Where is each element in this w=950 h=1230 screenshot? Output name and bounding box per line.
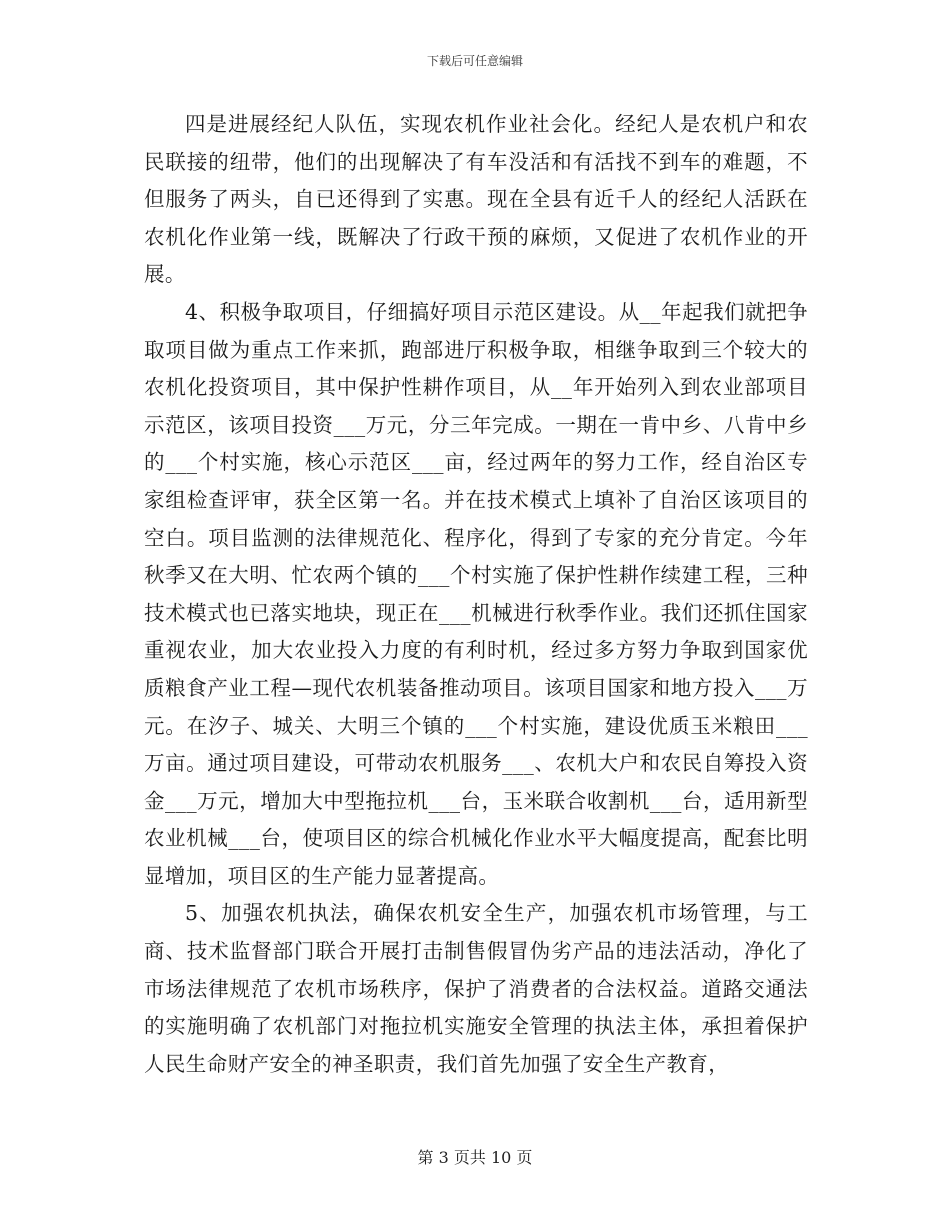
paragraph-broker-team: 四是进展经纪人队伍，实现农机作业社会化。经纪人是农机户和农民联接的纽带，他们的出现解决了有车没活和有活找不到车的难题，不但服务了两头，自已还得到了实惠。现在全县有近千人的经纪人活跃在农机化作业第一线，既解决了行政干预的麻烦，又促进了农机作业的开展。 <box>144 112 808 287</box>
document-body <box>144 106 808 1083</box>
paragraph-law-enforcement: 5、加强农机执法，确保农机安全生产，加强农机市场管理，与工商、技术监督部门联合开展打击制售假冒伪劣产品的违法活动，净化了市场法律规范了农机市场秩序，保护了消费者的合法权益。道路交通法的实施明确了农机部门对拖拉机实施安全管理的执法主体，承担着保护人民生命财产安全的神圣职责，我们首先加强了安全生产教育， <box>144 901 808 1076</box>
paragraph-project-demonstration: 4、积极争取项目，仔细搞好项目示范区建设。从__年起我们就把争取项目做为重点工作来抓，跑部进厅积极争取，相继争取到三个较大的农机化投资项目，其中保护性耕作项目，从__年开始列入到农业部项目示范区，该项目投资___万元，分三年完成。一期在一肯中乡、八肯中乡的___个村实施，核心示范区___亩，经过两年的努力工作，经自治区专家组检查评审，获全区第一名。并在技术模式上填补了自治区该项目的空白。项目监测的法律规范化、程序化，得到了专家的充分肯定。今年秋季又在大明、忙农两个镇的___个村实施了保护性耕作续建工程，三种技术模式也已落实地块，现正在___机械进行秋季作业。我们还抓住国家重视农业，加大农业投入力度的有利时机，经过多方努力争取到国家优质粮食产业工程—现代农机装备推动项目。该项目国家和地方投入___万元。在汐子、城关、大明三个镇的___个村实施，建设优质玉米粮田___万亩。通过项目建设，可带动农机服务___、农机大户和农民自筹投入资金___万元，增加大中型拖拉机___台，玉米联合收割机___台，适用新型农业机械___台，使项目区的综合机械化作业水平大幅度提高，配套比明显增加，项目区的生产能力显著提高。 <box>144 299 808 888</box>
page-header: 下载后可任意编辑 <box>426 54 523 68</box>
page-number: 第 3 页共 10 页 <box>417 1148 533 1167</box>
